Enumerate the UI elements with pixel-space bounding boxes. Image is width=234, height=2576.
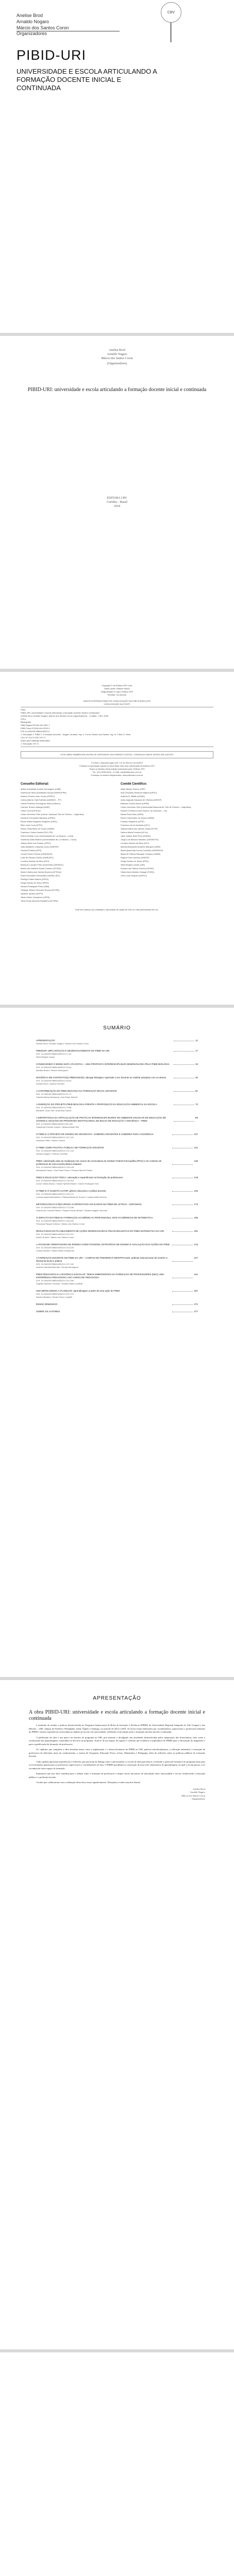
toc-chapter-title: O IMPACTO DO PIBID NA FORMAÇÃO ACADÊMICA E PROFISSIONAL DOS ACADÊMICOS DE MATEMÁTICA: [36, 1216, 153, 1219]
committee-member: Maria Aparecida Correa Custódio (UNISINOS): [121, 849, 163, 852]
legal-line: Todos os direitos desta edição reservados pela: Editora CRV: [89, 768, 145, 770]
cip-line: Anelise Brod, Arnaldo Nogaro, Márcio dos Santos Coron (organizadores) – Curitiba : CRV, 2018.: [21, 715, 109, 717]
toc-leader: [172, 1160, 193, 1165]
toc-item[interactable]: [36, 1090, 198, 1099]
presentation-paragraph: A todos que colaboraram com a realização desta obra, nosso agradecimento. Desejamos a todos uma boa leitura!: [36, 1781, 141, 1784]
council-member: Lídia de Oliveira Xavier (UNIEURO): [21, 856, 54, 859]
toc-doi: DOI: 10.24824/978854442520.0.189-200: [36, 1219, 74, 1222]
cip-line: 1. Educação 370.71: [21, 742, 39, 745]
blank-page: [0, 2352, 234, 2576]
toc-authors: Claudia Marisa Neukamp / Ana Paula Seibert: [36, 1096, 78, 1098]
council-member: Carmen Tereza Velanga (UNIR): [21, 806, 50, 808]
council-member: Elione Maria Nogueira Diogenes (UFAL): [21, 820, 58, 823]
toc-leader: [174, 1076, 194, 1078]
council-member: Tadeu Oliver Gonçalves (UFPA): [21, 896, 50, 899]
toc-leader: [172, 1310, 193, 1312]
presentation-paragraph: Os capítulos que compõem a obra abordam temas como a implantação e o desenvolvimento do PIBID na URI, práticas interdisciplinares, a educação ambiental, a formação de professores de diferentes áreas do conhecimento, o ensino de Geografia, Educação Física, Letras, Matemática e Pedagogia, além de reflexões sobre as políticas públicas de formação docente.: [29, 1748, 205, 1757]
toc-leader: [172, 1190, 193, 1192]
toc-authors: Anelise Brod / Arnaldo Nogaro / Márcio dos Santos Coron: [36, 1042, 89, 1045]
toc-doi: DOI: 10.24824/978854442520.0.227-240: [36, 1263, 74, 1265]
toc-doi: DOI: 10.24824/978854442520.0.135-148: [36, 1166, 74, 1168]
toc-page-number: 227: [194, 1257, 198, 1259]
toc-leader: [172, 1273, 193, 1278]
publisher-logo: [161, 2, 181, 23]
council-member: Lourdes Helena da Silva (UFV): [21, 860, 49, 862]
council-member: Tania Suely Azevedo Brasileiro (UFOPA): [21, 900, 58, 902]
toc-authors: Anelise Brod / Juliana Tenroller: [36, 1082, 65, 1085]
toc-authors: Leone Vitória Amaro / Taiane Spinelli Maciel / Clarice Rodrigues Toni: [36, 1182, 99, 1185]
toc-page-number: 213: [194, 1243, 198, 1246]
council-member: Jailson Alves dos Santos (UFRJ): [21, 842, 51, 844]
toc-page-number: 149: [194, 1176, 198, 1179]
half-organizers: (Organizadores): [107, 362, 127, 365]
toc-page-number: 189: [194, 1216, 198, 1219]
signature-line: Márcio dos Santos Coron: [181, 1794, 205, 1797]
council-member: Celso Conti (UFSCar): [21, 809, 41, 812]
committee-member: Fauston Negreiros (UFPI): [121, 820, 144, 823]
committee-member: Andréia N. Militão (UEMS): [121, 795, 145, 798]
toc-chapter-title: A ATIVIDADE ORIENTADORA DE ENSINO COMO POSSÍVEL ESTRATÉGIA DE ENSINO E AVALIAÇÃO DAS AÇÕES NO PIBID: [36, 1243, 170, 1246]
toc-doi: DOI: 10.24824/978854442520.0.61-72: [36, 1093, 72, 1095]
toc-heading: [36, 1303, 198, 1306]
presentation-lead: A obra PIBID-URI: universidade e escola articulando a formação docente inicial e continuada: [29, 1709, 205, 1721]
toc-page-number: 11: [195, 1039, 198, 1042]
committee-member: Jorge Luís Mazzeo Mariano (UNIOESTE): [121, 838, 159, 841]
toc-doi: DOI: 10.24824/978854442520.0.73-88: [36, 1106, 72, 1109]
council-member: Gloria Fariñas León (Universidade de La Havana – Cuba): [21, 835, 74, 837]
toc-page-number: 201: [194, 1230, 198, 1232]
council-member: Andréia da Silva Quintanilha Sousa (UNIR/UFRN): [21, 791, 66, 794]
toc-doi: DOI: 10.24824/978854442520.0.17-32: [36, 1053, 72, 1055]
toc-doi: DOI: 10.24824/978854442520.0.163-172: [36, 1193, 74, 1195]
half-title-names: [18, 348, 216, 366]
committee-member: Diosnel Centurion (Univ Americ. de Asunción – Py): [121, 809, 168, 812]
toc-item[interactable]: [36, 1176, 198, 1185]
committee-list: [121, 788, 213, 877]
toc-item[interactable]: [36, 1049, 198, 1059]
committee-member: Jade Juliane Dias Pires (UNIAN): [121, 835, 151, 837]
signature-line: Anelise Brod: [193, 1787, 205, 1790]
toc-authors: Larissa Martins / Eliane Miotto Kamphorst: [36, 1249, 75, 1252]
toc-leader: [172, 1176, 193, 1178]
toc-doi: DOI: 10.24824/978854442520.0.45-60: [36, 1079, 72, 1082]
toc-doi: DOI: 10.24824/978854442520.0.33-44: [36, 1066, 72, 1069]
toc-heading: [36, 1116, 198, 1123]
toc-chapter-title: O PIBID E O PROJETO DE ENSINO DE GEOGRAFIA: SABERES DOCENTES E SABERES PARA A DOCÊNCIA: [36, 1133, 154, 1136]
toc-item[interactable]: [36, 1076, 198, 1086]
toc-item[interactable]: [36, 1190, 198, 1199]
toc-doi: DOI: 10.24824/978854442520.0.201-212: [36, 1233, 74, 1235]
toc-chapter-title: A FORMAÇÃO DOCENTE NO PIBID DA URI – CAMPUS DE FREDERICO WESTPHALEN: práticas educacionais de reverter a dicotomia teoria e prática: [36, 1257, 168, 1262]
toc-chapter-title: O PIBID COMO POLÍTICA PÚBLICA DE FORMAÇÃO DOCENTE: [36, 1146, 104, 1149]
toc-heading: [36, 1310, 198, 1313]
council-member: Simone Rodrigues Pinto (UNB): [21, 885, 49, 888]
cover-author: Márcio dos Santos Coron: [16, 25, 69, 30]
council-member: Maria Lília Imbiriba Sousa Colares (UFOPA): [21, 867, 61, 870]
toc-heading: [36, 1257, 198, 1263]
toc-item[interactable]: [36, 1290, 198, 1299]
review-note: Este livro passou por avaliação e aprovação às cegas de dois ou mais pareceristas ad hoc.: [75, 908, 159, 911]
cip-lines: [21, 708, 213, 745]
committee-member: Anna Augusta Sampaio de Oliveira (UNESP): [121, 799, 162, 801]
toc-title: SUMÁRIO: [103, 1025, 131, 1031]
cip-line: P594: [21, 708, 26, 711]
committee-member: Sérgio Nunes de Jesus (IFRO): [121, 860, 149, 862]
toc-authors: Alessandra Sauer / Ana Paula Flores / Rosana Marcia Paludo: [36, 1169, 93, 1172]
committee-member: Eliane Rose Maio (UEM): [121, 813, 144, 816]
council-member: Sérgio Nunes de Jesus (IFRO): [21, 882, 49, 884]
toc-item[interactable]: [36, 1146, 198, 1156]
publisher-logo-text: CBV: [167, 10, 175, 14]
toc-authors: Sandra Marafon / Moani Canci Lucatelli: [36, 1296, 73, 1298]
toc-authors: Andreia Gabriela Bertoldo / Denise Meneguzzi: [36, 1266, 79, 1268]
committee-member: Marcia Alessandra Arantes Marques (UEM): [121, 845, 160, 848]
presentation-paragraph: Cada capítulo apresenta experiências e reflexões que nasceram do diálogo entre a universidade e a escola de educação básica, revelando o potencial formativo do programa tanto para os licenciandos quanto para os professores supervisores e coordenadores de área. O PIBID possibilitou a construção de uma rede colaborativa de aprendizagem, na qual a escola passou a ser reconhecida como espaço de formação.: [29, 1760, 205, 1770]
toc-chapter-title: ÍNDICE REMISSIVO: [36, 1303, 58, 1306]
toc-chapter-title: APRESENTAÇÃO: [36, 1039, 55, 1042]
council-member: Elizeu Clementino de Souza (UNEB): [21, 827, 55, 830]
committee-member: Maria de Fátima Hanaque Campos (UNEB): [121, 853, 161, 855]
presentation-paragraph: A publicação da obra é um marco na história do programa na URI, pois permite a divulgação das atividades desenvolvidas pelos subprojetos das licenciaturas, bem como a socialização das aprendizagens construídas no decorrer do programa. Trata-se de um espaço de registro e reflexão que evidencia a importância do PIBID para a valorização do magistério e para a qualificação da formação de professores.: [29, 1736, 205, 1745]
toc-leader: [172, 1203, 193, 1205]
council-member: Sydione Santos (UEPG): [21, 892, 43, 895]
toc-chapter-title: SOBRE OS AUTORES: [36, 1310, 60, 1313]
presentation-title: APRESENTAÇÃO: [93, 1696, 141, 1701]
cover-author: Arnaldo Nogaro: [16, 19, 49, 24]
cover-organizers: Organizadores: [16, 31, 47, 36]
copyright-line: Editor-chefe: Railson Moura: [104, 687, 130, 690]
half-name: Anelise Brod: [109, 349, 125, 352]
toc-page-number: 277: [194, 1310, 198, 1313]
legal-block: [21, 761, 213, 777]
signature-line: Organizadores: [191, 1798, 205, 1800]
legal-line: Conheça os nossos lançamentos: www.editoracrv.com.br: [91, 774, 143, 776]
toc-authors: Karine Ronchi / Márcio dos Santos Coron: [36, 1236, 74, 1239]
toc-item[interactable]: [36, 1273, 198, 1285]
toc-item[interactable]: [36, 1257, 198, 1269]
toc-chapter-title: O PIBID E O SUJEITO AUTOR: gênero discursivo e prática docente: [36, 1190, 106, 1192]
council-member: Eduardo Fernandes Barbosa (UFMG): [21, 817, 55, 819]
committee-member: Vera Lucia Gaspar (UDESC): [121, 874, 147, 877]
legal-line: Tel.: (41) 3039-6418 – E-mail: sac@editoracrv.com.br: [92, 771, 142, 773]
committee-member: Regina Cely Cardozo (UNESP): [121, 856, 149, 859]
toc-item[interactable]: [36, 1216, 198, 1226]
committee-title: Comitê Científico:: [121, 783, 147, 786]
toc-leader: [174, 1063, 194, 1065]
toc-leader: [172, 1230, 193, 1232]
toc-authors: Mariaíne Lucia Flek / Andressa Camiel: [36, 1109, 72, 1112]
cip-line: 1. Educação 2. PIBID 3. Formação docente I. Nogaro, Arnaldo. org. II. Coron, Márcio dos Santos. org. III. Título IV. Série.: [21, 733, 131, 736]
council-member: Cesar Gerónimo Tello (Univer. Nacional Três de Febrero – Argentina): [21, 813, 84, 816]
toc-chapter-title: PIBID PEDAGOGIA E A DOCÊNCIA ESCOLAR: TEMAS EMERGENTES NA FORMAÇÃO DE PROFESSORES (NEC) UMA EXPERIÊNCIA PEDAGÓGICA NO CURSO DE PEDAGOGIA: [36, 1273, 164, 1279]
toc-leader: [174, 1103, 194, 1105]
toc-chapter-title: DOCÊNCIA EM CONTEXTO(S) PIBIDIANO(S): aborgar Biologia e aprender a ser docente ao realizar pesquisa com os alunos: [36, 1076, 166, 1079]
copyright-line: Copyright © da Editora CRV Ltda.: [101, 684, 132, 687]
committee-member: Gláucia Maria dos Santos Jorge (UFOP): [121, 827, 158, 830]
toc-page-number: 89: [195, 1116, 198, 1119]
toc-authors: Fernanda Raquel Gottens / Márcio dos Santos Coron: [36, 1223, 85, 1225]
council-title: Conselho Editorial:: [21, 783, 49, 786]
toc-item[interactable]: [36, 1230, 198, 1239]
toc-item[interactable]: [36, 1133, 198, 1142]
presentation-paragraph: é resultado de estudos e práticas desenvolvidas no Programa Institucional de Bolsa de Iniciação à Docência (PIBID) da Universidade Regional Integrada do Alto Uruguai e das Missões – URI, câmpus de Frederico Westphalen, Santo Ângelo e Santiago, no período de 2014 a 2018. Os textos foram elaborados por coordenadores, supervisores e professores bolsistas do PIBID e trazem experiências vivenciadas no âmbito da escola e da universidade, refletindo a articulação entre a formação docente inicial e continuada.: [29, 1724, 205, 1733]
committee-member: Lourdes Helena da Silva (UFV): [121, 842, 149, 844]
toc-authors: Claudionei Vicente Cassol / Janiara Maria Flek: [36, 1126, 79, 1128]
publisher-line: Curitiba – Brasil: [107, 501, 127, 504]
toc-doi: DOI: 10.24824/978854442520.0.121-134: [36, 1149, 74, 1152]
toc-chapter-title: PIBID/URI: IMPLANTAÇÃO E DESENVOLVIMENTO DO PIBID NA URI: [36, 1049, 110, 1052]
council-member: Guillermo Arias Beatón (Universidade de La Havana – Cuba): [21, 838, 77, 841]
toc-authors: Andreia de Lourdes Ribeiro / Raquel Faccio Bortoli / Silvania Magali Franczak: [36, 1209, 107, 1212]
toc-item[interactable]: [36, 1203, 198, 1212]
toc-doi: DOI: 10.24824/978854442520.0.241-256: [36, 1279, 74, 1282]
toc-chapter-title: RESULTADOS DO PLANEJAMENTO DE AÇÕES DESENVOLVIDAS PELOS BOLSISTAS DO PIBID MATEMÁTICA DA URI: [36, 1230, 164, 1232]
copyright-page: [0, 672, 234, 1008]
committee-member: Vânia Alves Martins Chaigar (FURG): [121, 871, 155, 873]
council-member: Francisco Carlos Duarte (PUC-PR): [21, 831, 53, 834]
council-member: Maria Cristina dos Santos Bezerra (UFSCar): [21, 871, 62, 873]
toc-chapter-title: PIBID E EDUCAÇÃO FÍSICA: educação e experiências na formação de professores: [36, 1176, 123, 1179]
cip-block: [21, 700, 213, 747]
toc-authors: Luciana Aparecida Barbieri / Rafaela Maria de Souza / Luciana Dalla Vecchia: [36, 1196, 107, 1198]
toc-chapter-title: A CONTRIBUIÇÃO DO PIBID BIOLOGIA NA FORMAÇÃO INICIAL DOCENTE: [36, 1090, 117, 1092]
council-member: Carlos Alberto Vilar Estêvão (UMINHO – PT): [21, 799, 62, 801]
toc-chapter-title: METODOLOGIAS E RECURSOS ALTERNATIVOS APLICADOS NO PIBID DE LETRAS – ESPANHOL: [36, 1203, 142, 1206]
council-member: Leonel Severo Rocha (UNISINOS): [21, 853, 53, 855]
toc-doi: DOI: 10.24824/978854442520.0.257-270: [36, 1293, 74, 1295]
toc-heading: [36, 1273, 198, 1279]
toc-chapter-title: PIBID: valorização ante as mudanças nos cursos de Licenciatura do Instituto Federal Farroupilha (IFFar) e do contexto de professores de uma escola pública estadual: [36, 1160, 162, 1165]
publisher-line: 2018: [114, 505, 120, 508]
toc-authors: Vanessa Feltrin / Elaine Cadore: [36, 1139, 65, 1142]
book-cover: [0, 0, 234, 336]
council-member: Maria de Lourdes Pinto de Almeida (UNOESC): [21, 863, 64, 866]
cover-title: PIBID-URI: [16, 47, 87, 63]
half-name: Arnaldo Nogaro: [107, 353, 127, 356]
toc-page-number: 163: [194, 1190, 198, 1192]
cip-line: ISBN Digital 978-85-444-2521-7: [21, 724, 50, 726]
half-title-text: PIBID-URI: universidade e escola articulando a formação docente inicial e continuada: [27, 387, 207, 393]
toc-leader: [174, 1090, 194, 1092]
toc-page-number: 73: [195, 1103, 198, 1106]
toc-item[interactable]: [36, 1243, 198, 1252]
committee-member: Francisco Ari de Andrade (UFC): [121, 824, 150, 826]
toc-leader: [174, 1039, 194, 1041]
toc-page-number: 45: [195, 1076, 198, 1079]
copyright-line: Revisão: Os Autores: [107, 693, 127, 696]
signature-line: Arnaldo Nogaro: [190, 1791, 205, 1793]
toc-heading: [36, 1160, 198, 1166]
toc-leader: [172, 1303, 193, 1305]
cip-line: CDU 37.014.5 CDD 370.71: [21, 736, 46, 739]
cip-line: Bibliografia: [21, 721, 31, 723]
toc-authors: Silvia Regina Canan: [36, 1056, 55, 1058]
toc-page-number: 135: [194, 1160, 198, 1162]
toc-page-number: 271: [194, 1303, 198, 1306]
cip-line: DOI 10.24824/978854442520.0: [21, 730, 50, 733]
cip-title: DADOS INTERNACIONAIS DE CATALOGAÇÃO NA PUBLICAÇÃO (CIP): [83, 700, 151, 702]
presentation-page: [0, 1680, 234, 2352]
cip-line: 228 p.: [21, 718, 27, 720]
presentation-body: [29, 1724, 205, 1785]
toc-leader: [172, 1133, 193, 1135]
cover-subtitle: UNIVERSIDADE E ESCOLA ARTICULANDO A FORMAÇÃO DOCENTE INICIAL E CONTINUADA: [16, 67, 157, 92]
toc-page-number: 241: [194, 1273, 198, 1276]
toc-item[interactable]: [36, 1116, 198, 1129]
presentation-signature: [29, 1788, 205, 1801]
cip-line: PIBID-URI: universidade e escola articulando a formação docente inicial e continuada /: [21, 711, 101, 714]
toc-chapter-title: UMA BRINCADEIRA A PLANEJAR: aprendizagem a partir de uma ação do PIBID: [36, 1290, 120, 1292]
council-member: Paulo Romualdo Hernandes (UNIFAL-MG): [21, 874, 60, 877]
half-title-page: [0, 336, 234, 672]
toc-leader: [172, 1257, 193, 1262]
cip-line: Índice para catálogo sistemático: [21, 739, 51, 742]
toc-page-number: 173: [194, 1203, 198, 1206]
committee-member: Ana Chrystina Venancio Mignot (UERJ): [121, 791, 157, 794]
editorial-council: [21, 782, 113, 903]
toc-item[interactable]: [36, 1103, 198, 1112]
half-name: Márcio dos Santos Coron: [101, 357, 133, 360]
toc-leader: [174, 1049, 194, 1052]
copyright-top: [21, 684, 213, 697]
committee-member: Suzana dos Santos Gomes (UFMG): [121, 867, 154, 870]
toc-page-number: 17: [195, 1049, 198, 1052]
digital-edition-note: ESTA OBRA TAMBÉM ENCONTRA-SE DISPONÍVEL EM FORMATO DIGITAL. CONHEÇA E BAIXE NOSSO APLICATIVO!: [21, 751, 213, 758]
cover-author: Anelise Brod: [16, 13, 43, 18]
publisher-logo-bar: [170, 23, 172, 42]
toc-page-number: 33: [195, 1063, 198, 1065]
council-member: João Adalberto Campato Junior (UNESP): [21, 845, 59, 848]
toc-page-number: 121: [194, 1146, 198, 1149]
toc-doi: DOI: 10.24824/978854442520.0.89-106: [36, 1123, 73, 1125]
toc-leader: [172, 1146, 193, 1148]
toc-doi: DOI: 10.24824/978854442520.0.173-188: [36, 1206, 74, 1209]
table-of-contents-page: [0, 1008, 234, 1680]
legal-line: Foi feito o depósito legal conf. Lei 10.994 de 14/12/2004: [91, 761, 143, 764]
half-title-publisher: [18, 496, 216, 509]
copyright-line: Diagramação e Capa: Editora CRV: [101, 690, 133, 693]
toc-item[interactable]: [36, 1310, 198, 1313]
toc-list: [36, 1039, 198, 1313]
legal-line: Proibida a reprodução parcial ou total desta obra sem autorização da Editora CRV: [79, 765, 155, 767]
editorial-columns: [21, 782, 213, 903]
council-member: Élsio José Corá (UFFS): [21, 824, 43, 826]
publisher-line: EDITORA CRV: [107, 497, 127, 500]
toc-item[interactable]: [36, 1303, 198, 1306]
cip-line: ISBN Físico 978-85-444-2520-0: [21, 727, 50, 730]
cip-subtitle: CATALOGAÇÃO NA FONTE: [104, 703, 130, 705]
council-member: Carlos Federico Domínguez Avila (Unieuro): [21, 802, 61, 805]
council-member: Antônio Pereira Gaio Júnior (UFRRJ): [21, 795, 55, 798]
committee-member: Silvia Regina Canan (URI): [121, 863, 145, 866]
toc-chapter-title: A INSERÇÃO DO PROJETO PIBID BIOLOGIA FRENTE A PROPOSIÇÃO DA EDUCAÇÃO AMBIENTAL NA ESCOLA: [36, 1103, 157, 1106]
toc-doi: DOI: 10.24824/978854442520.0.107-120: [36, 1136, 74, 1139]
toc-page-number: 107: [194, 1133, 198, 1136]
toc-doi: DOI: 10.24824/978854442520.0.149-162: [36, 1179, 74, 1182]
committee-member: Cesar Gerónimo Tello (Universidad Nacional de Três de Febrero – Argentina): [121, 806, 191, 808]
toc-leader: [172, 1290, 193, 1292]
council-member: Solange Helena Ximenes-Rocha (UFOPA): [21, 889, 60, 891]
toc-chapter-title: CONHECENDO O BIOMA MATA ATLÂNTICA – UMA PROPOSTA INTERDISCIPLINAR DESENVOLVIDA PELO PIBID BIOLOGIA: [36, 1063, 170, 1065]
toc-doi: DOI: 10.24824/978854442520.0.213-226: [36, 1246, 74, 1249]
toc-chapter-title: A IMPORTÂNCIA DA ARTICULAÇÃO DE PRÁTICAS INTERDISCIPLINARES NO AMBIENTE ESCOLAR DE EDUCAÇÃO DE JOVENS E ADULTOS NO PROGRAMA INSTITUCIONAL DE BOLSA DE INICIAÇÃO À DOCÊNCIA – PIBID: [36, 1116, 166, 1122]
toc-item[interactable]: [36, 1160, 198, 1172]
toc-page-number: 61: [195, 1090, 198, 1092]
committee-member: Altair Alberto Fávero (UPF): [121, 788, 146, 790]
toc-item[interactable]: [36, 1039, 198, 1045]
committee-member: Elizeu Clementino de Souza (UNEB): [121, 817, 155, 819]
committee-member: Barbara Coelho Neves (UFBA): [121, 802, 149, 805]
toc-leader: [172, 1243, 193, 1245]
presentation-paragraph: Esperamos que esta obra contribua para o debate sobre a formação de professores e inspire novas iniciativas de articulação entre universidade e escola, fortalecendo a educação pública e a profissão docente.: [29, 1772, 205, 1778]
scientific-committee: [121, 782, 213, 903]
toc-authors: Angelita Mariana Trevisan / Rosana Maria Lucatelli: [36, 1282, 83, 1285]
toc-authors: Marilise Brand / Denise Meneguzzi: [36, 1069, 68, 1072]
toc-page-number: 257: [194, 1290, 198, 1292]
toc-leader: [174, 1116, 194, 1122]
council-member: Rodrigo Pratte-Santos (UFES): [21, 878, 49, 880]
council-list: [21, 788, 113, 903]
council-member: Aldira Guimarães Duarte Domínguez (UNB): [21, 788, 61, 790]
cover-authors: [16, 12, 224, 31]
committee-member: Helena Maria Ferreira (UFLA): [121, 831, 148, 834]
council-member: Josania Portela (UFPI): [21, 849, 42, 852]
toc-leader: [172, 1216, 193, 1218]
toc-authors: Arnaldo Nogaro / Helena Confortin: [36, 1153, 68, 1155]
toc-item[interactable]: [36, 1063, 198, 1072]
